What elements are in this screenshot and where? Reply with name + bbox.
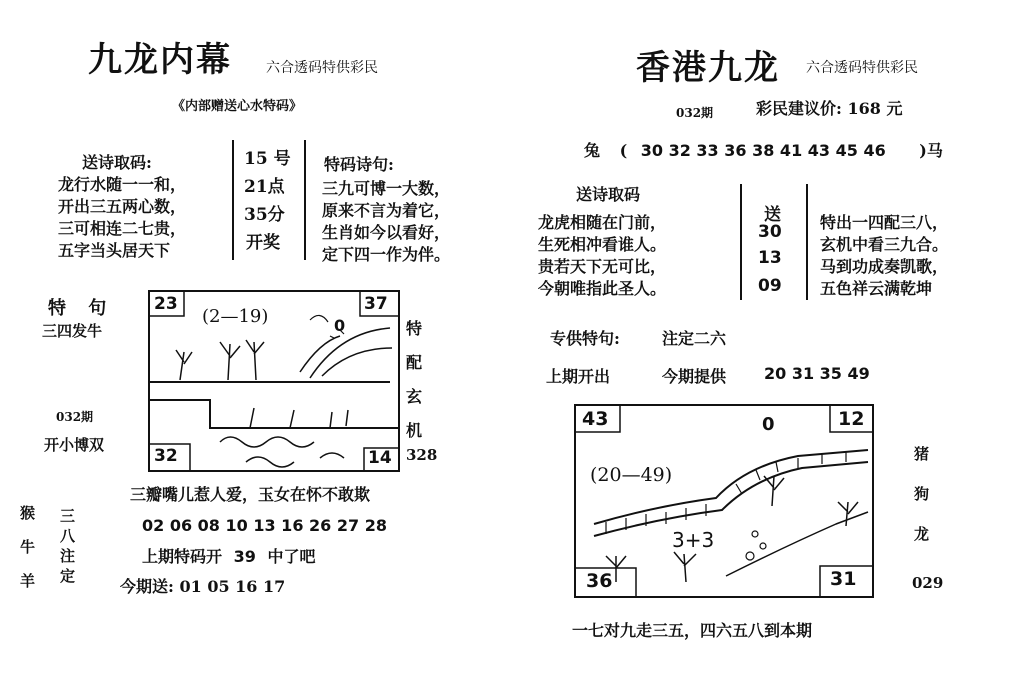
animal-char: 猴 <box>20 504 36 522</box>
poem-line: 今朝唯指此圣人。 <box>538 279 667 298</box>
right-poem-label: 送诗取码 <box>576 185 641 204</box>
left-side-vertical <box>406 312 422 448</box>
right-poem <box>538 212 666 300</box>
box-line: 15 号 <box>244 149 291 169</box>
sketch-corner-number: 12 <box>838 408 865 430</box>
sketch-corner-number: 43 <box>582 408 609 430</box>
tag-char: 定 <box>60 567 76 585</box>
left-sketch-drawing <box>150 292 398 470</box>
sketch-corner-number: 36 <box>586 570 613 592</box>
tag-char: 八 <box>60 527 76 545</box>
right-sketch <box>574 404 874 598</box>
right-price: 彩民建议价: 168 元 <box>756 99 903 118</box>
tema-line: 生肖如今以看好， <box>322 223 451 242</box>
tema-line: 定下四一作为伴。 <box>322 245 451 264</box>
right-subtitle: 六合透码特供彩民 <box>806 60 918 76</box>
box-line: 21点 <box>244 177 285 197</box>
right-title: 香港九龙 <box>636 48 780 88</box>
box-line: 送 <box>764 205 781 225</box>
rabbit-open: ( <box>619 141 628 160</box>
sketch-corner-number: 14 <box>368 448 392 468</box>
side-char: 特 <box>406 319 423 338</box>
poem-line: 贵若天下无可比， <box>538 257 667 276</box>
sketch-corner-number: 23 <box>154 294 178 314</box>
box-line: 09 <box>758 276 782 296</box>
left-side-number: 328 <box>406 446 438 464</box>
right-side-number: 029 <box>912 574 944 592</box>
left-last-line <box>142 544 315 567</box>
left-big-small: 开小博双 <box>44 436 105 454</box>
sketch-corner-number: 37 <box>364 294 388 314</box>
sketch-corner-number: 32 <box>154 446 178 466</box>
poem-line: 龙虎相随在门前， <box>538 213 667 232</box>
box-line: 13 <box>758 248 782 268</box>
left-period: 032期 <box>56 410 94 424</box>
left-special-label: 特 句 <box>48 298 115 319</box>
right-today-numbers: 20 31 35 49 <box>764 364 870 383</box>
left-today-line: 今期送: 01 05 16 17 <box>120 577 286 596</box>
right-lines <box>820 212 948 300</box>
poem-line: 三可相连二七贵， <box>58 219 187 238</box>
sketch-corner-number: 31 <box>830 568 857 590</box>
left-center-box <box>232 140 306 260</box>
right-side-animals <box>914 434 929 554</box>
left-special-text: 三四发牛 <box>42 322 103 340</box>
animal-char: 猪 <box>914 445 930 463</box>
right-today-label: 今期提供 <box>662 367 727 386</box>
right-rabbit-line <box>584 138 943 161</box>
left-note: 《内部赠送心水特码》 <box>172 99 303 114</box>
left-tema <box>322 178 450 266</box>
last-suffix: 中了吧 <box>267 547 316 566</box>
rabbit-end: 马 <box>926 141 943 160</box>
poem-line: 生死相冲看谁人。 <box>538 235 667 254</box>
poem-line: 龙行水随一一和， <box>58 175 187 194</box>
animal-char: 羊 <box>20 572 36 590</box>
left-subtitle: 六合透码特供彩民 <box>266 60 378 76</box>
right-line: 玄机中看三九合。 <box>820 235 949 254</box>
animal-char: 牛 <box>20 538 36 556</box>
last-number: 39 <box>233 547 256 566</box>
left-poem-label: 送诗取码: <box>82 153 152 172</box>
left-tags-vertical <box>60 506 75 586</box>
right-bottom-line: 一七对九走三五，四六五八到本期 <box>572 621 813 640</box>
sketch-calc: 3+3 <box>672 528 715 552</box>
sketch-number: 0 <box>762 414 775 435</box>
right-line: 五色祥云满乾坤 <box>820 279 933 298</box>
animal-char: 狗 <box>914 485 930 503</box>
side-char: 玄 <box>406 387 423 406</box>
tag-char: 注 <box>60 547 76 565</box>
sketch-range: (20—49) <box>590 464 673 486</box>
sketch-number: 0 <box>334 316 346 335</box>
side-char: 机 <box>406 421 423 440</box>
right-line: 马到功成奏凯歌， <box>820 257 949 276</box>
left-animals <box>20 496 35 598</box>
right-sketch-drawing <box>576 406 872 596</box>
box-line: 30 <box>758 222 782 242</box>
rabbit-close: ) <box>919 141 927 160</box>
animal-char: 龙 <box>914 525 930 543</box>
left-poem <box>58 174 186 262</box>
sketch-range: (2—19) <box>202 306 269 327</box>
left-tema-label: 特码诗句: <box>324 155 394 174</box>
side-char: 配 <box>406 353 423 372</box>
right-period: 032期 <box>676 106 714 120</box>
poem-line: 五字当头居天下 <box>58 241 171 260</box>
poem-line: 开出三五两心数， <box>58 197 187 216</box>
tema-line: 三九可博一大数， <box>322 179 451 198</box>
box-line: 35分 <box>244 205 285 225</box>
last-prefix: 上期特码开 <box>142 547 223 566</box>
rabbit-numbers: 30 32 33 36 38 41 43 45 46 <box>640 141 886 160</box>
left-verse: 三瓣嘴儿惹人爱，玉女在怀不敢欺 <box>130 485 371 504</box>
tema-line: 原来不言为着它， <box>322 201 451 220</box>
box-line: 开奖 <box>246 233 280 253</box>
right-line: 特出一四配三八， <box>820 213 949 232</box>
right-special-text: 注定二六 <box>662 329 727 348</box>
left-title: 九龙内幕 <box>88 40 232 80</box>
right-last-label: 上期开出 <box>546 367 611 386</box>
tag-char: 三 <box>60 507 76 525</box>
right-special-label: 专供特句: <box>550 329 620 348</box>
rabbit-start: 兔 <box>584 141 601 160</box>
left-sketch <box>148 290 400 472</box>
left-numbers-line: 02 06 08 10 13 16 26 27 28 <box>142 516 387 535</box>
right-center-box <box>740 184 808 300</box>
